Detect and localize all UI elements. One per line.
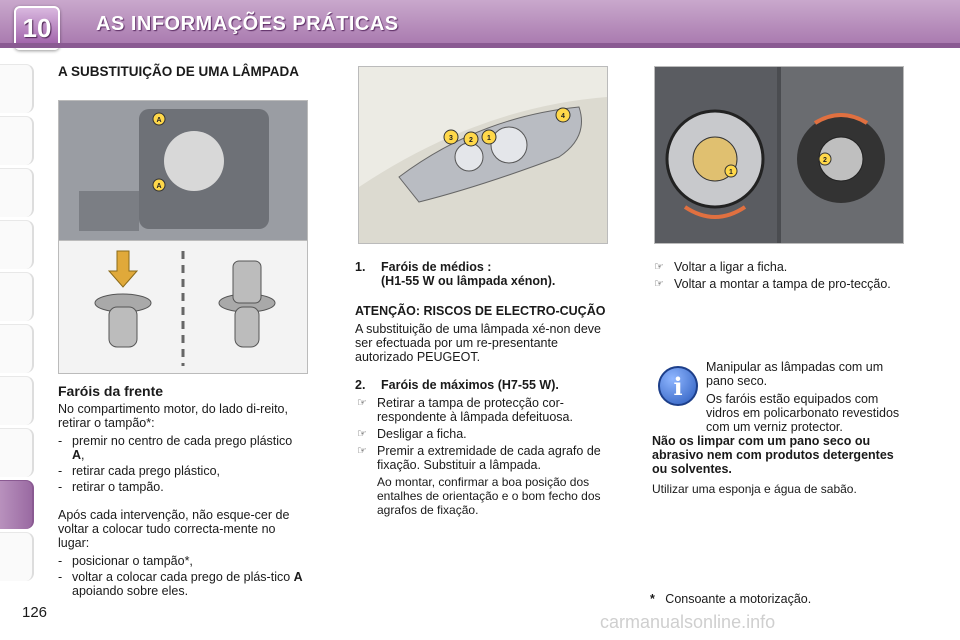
assembly-note: Ao montar, confirmar a boa posição dos entalhes de orientação e o bom fecho dos agrafos de fixação.	[377, 475, 601, 517]
chapter-tab[interactable]	[0, 116, 34, 165]
pointing-hand-icon: ☞	[654, 278, 664, 290]
chapter-tabs	[0, 64, 34, 584]
photo-label-2: 2	[469, 137, 473, 144]
list-item: - retirar cada prego plástico,	[58, 464, 220, 478]
footnote: * Consoante a motorização.	[650, 592, 812, 606]
column-middle	[355, 260, 607, 521]
info-warning: Não os limpar com um pano seco ou abrasivo nem com produtos detergentes ou solventes.	[652, 434, 894, 476]
list-item: - voltar a colocar cada prego de plás-tico A apoiando sobre eles.	[58, 570, 303, 598]
photo-label-1: 1	[487, 135, 491, 142]
subsection-title: Faróis da frente	[58, 383, 164, 399]
header-bar	[0, 0, 960, 48]
column-left	[58, 64, 308, 79]
plastic-pin-diagram	[58, 240, 308, 374]
info-box	[652, 360, 904, 500]
instruction-bullet: ☞ Voltar a montar a tampa de pro-tecção.	[654, 277, 891, 291]
section-title: A SUBSTITUIÇÃO DE UMA LÂMPADA	[58, 64, 299, 79]
intro-text: No compartimento motor, do lado di-reito, retirar o tampão*:	[58, 402, 288, 430]
column-right	[652, 260, 904, 294]
chapter-tab[interactable]	[0, 428, 34, 477]
list-item: - premir no centro de cada prego plástico A,	[58, 434, 293, 462]
chapter-tab[interactable]	[0, 168, 34, 217]
warning-title: ATENÇÃO: RISCOS DE ELECTRO-CUÇÃO	[355, 304, 606, 318]
list-item: - retirar o tampão.	[58, 480, 164, 494]
column-left-text	[58, 384, 308, 600]
pointing-hand-icon: ☞	[357, 428, 367, 440]
list-item: - posicionar o tampão*,	[58, 554, 193, 568]
chapter-tab[interactable]	[0, 220, 34, 269]
warning-text: A substituição de uma lâmpada xé-non deve ser efectuada por um re-presentante autorizado PEUGEOT.	[355, 322, 601, 364]
photo-label-4: 4	[561, 113, 565, 120]
photo-label-2: 2	[823, 157, 827, 164]
instruction-bullet: ☞ Desligar a ficha.	[357, 427, 467, 441]
pointing-hand-icon: ☞	[357, 397, 367, 409]
instruction-bullet: ☞ Retirar a tampa de protecção cor-respondente à lâmpada defeituosa.	[357, 396, 573, 424]
page-number: 126	[22, 604, 48, 621]
engine-bay-photo	[58, 100, 308, 242]
plastic-pin-illustration	[59, 241, 307, 373]
photo-label-a: A	[156, 183, 162, 190]
page-title: AS INFORMAÇÕES PRÁTICAS	[96, 13, 399, 35]
after-text: Após cada intervenção, não esque-cer de voltar a colocar tudo correcta-mente no lugar:	[58, 508, 290, 550]
headlamp-illustration	[359, 67, 607, 243]
info-text: Os faróis estão equipados com vidros em policarbonato revestidos com um verniz protector.	[706, 392, 900, 434]
chapter-tab[interactable]	[0, 376, 34, 425]
watermark: carmanualsonline.info	[600, 612, 776, 632]
bulb-removal-photo	[654, 66, 904, 244]
bulb-item-1: 1. Faróis de médios : (H1-55 W ou lâmpada xénon).	[355, 260, 556, 288]
engine-bay-illustration	[59, 101, 307, 241]
instruction-bullet: ☞ Voltar a ligar a ficha.	[654, 260, 788, 274]
instruction-bullet: ☞ Premir a extremidade de cada agrafo de fixação. Substituir a lâmpada.	[357, 444, 601, 472]
chapter-tab[interactable]	[0, 324, 34, 373]
info-text: Manipular as lâmpadas com um pano seco.	[706, 360, 884, 388]
photo-label-1: 1	[729, 169, 733, 176]
chapter-tab[interactable]	[0, 532, 34, 581]
chapter-tab[interactable]	[0, 64, 34, 113]
bulb-removal-illustration	[655, 67, 903, 243]
pointing-hand-icon: ☞	[654, 261, 664, 273]
headlamp-photo	[358, 66, 608, 244]
pointing-hand-icon: ☞	[357, 445, 367, 457]
photo-label-3: 3	[449, 135, 453, 142]
info-text: Utilizar uma esponja e água de sabão.	[652, 482, 857, 496]
photo-label-a: A	[156, 117, 162, 124]
bulb-item-2: 2. Faróis de máximos (H7-55 W).	[355, 378, 559, 392]
chapter-tab[interactable]	[0, 272, 34, 321]
chapter-tab-active[interactable]	[0, 480, 34, 529]
info-icon: i	[658, 366, 698, 406]
chapter-badge: 10	[14, 6, 60, 50]
